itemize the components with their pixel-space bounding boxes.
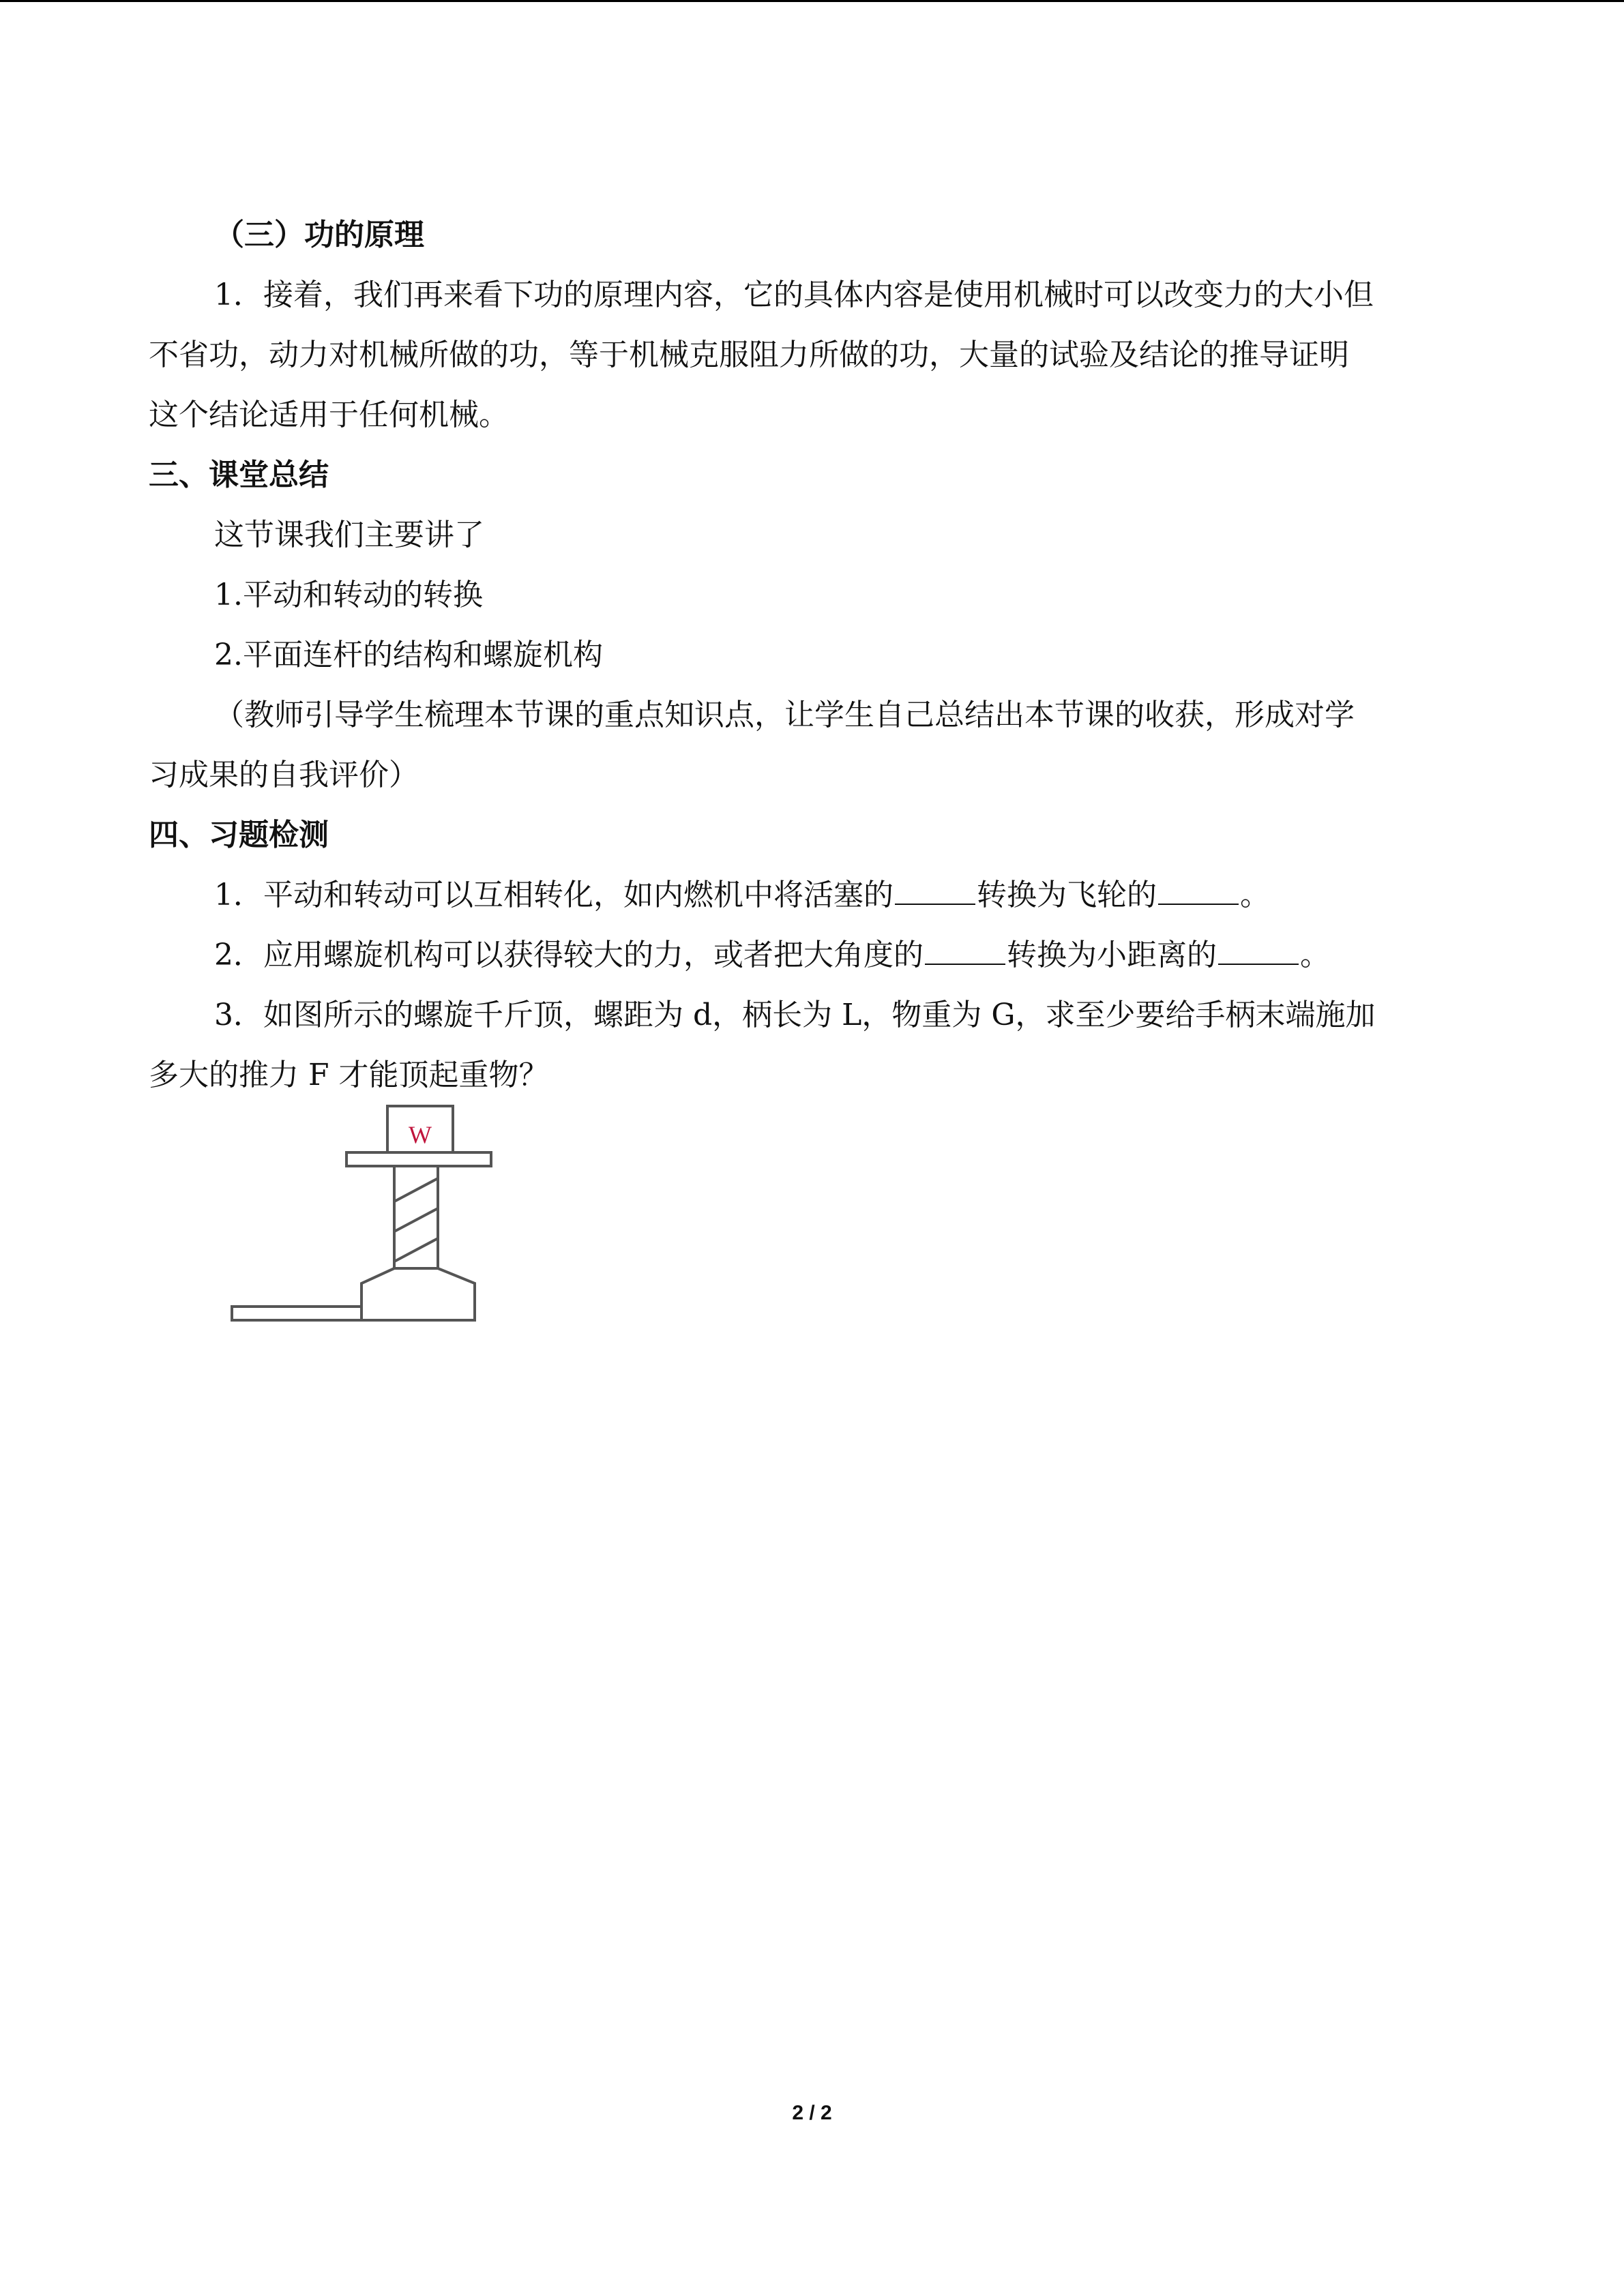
summary-note-line2: 习成果的自我评价） (149, 758, 419, 792)
question-3-line2: 多大的推力 F 才能顶起重物？ (149, 1058, 549, 1092)
page-number: 2 / 2 (792, 2102, 832, 2124)
heading-exercise: 四、习题检测 (149, 818, 329, 852)
q2-text-a: 2．应用螺旋机构可以获得较大的力，或者把大角度的 (214, 938, 924, 972)
question-2 (214, 936, 1330, 974)
q2-text-c: 。 (1300, 938, 1330, 972)
thread-line (394, 1178, 438, 1202)
screw-jack-figure (225, 1105, 512, 1357)
jack-base (361, 1268, 475, 1320)
heading-summary: 三、课堂总结 (149, 458, 329, 492)
q1-text-a: 1．平动和转动可以互相转化，如内燃机中将活塞的 (214, 878, 894, 912)
summary-item-1: 1.平动和转动的转换 (214, 578, 483, 612)
q2-blank-1[interactable] (925, 936, 1005, 965)
summary-intro: 这节课我们主要讲了 (214, 518, 484, 552)
question-1 (214, 876, 1270, 914)
q2-text-b: 转换为小距离的 (1007, 938, 1217, 972)
question-3-line1: 3．如图所示的螺旋千斤顶，螺距为 d，柄长为 L，物重为 G，求至少要给手柄末端施加 (214, 998, 1376, 1032)
thread-line (394, 1208, 438, 1232)
q2-blank-2[interactable] (1218, 936, 1299, 965)
para1-line2: 不省功，动力对机械所做的功，等于机械克服阻力所做的功，大量的试验及结论的推导证明 (149, 338, 1349, 372)
para1-line1: 1．接着，我们再来看下功的原理内容，它的具体内容是使用机械时可以改变力的大小但 (214, 278, 1374, 312)
weight-label: W (409, 1121, 432, 1148)
para1-line3: 这个结论适用于任何机械。 (149, 398, 509, 432)
q1-blank-2[interactable] (1158, 876, 1239, 905)
top-border (0, 0, 1624, 2)
q1-text-b: 转换为飞轮的 (977, 878, 1157, 912)
jack-handle (232, 1307, 361, 1320)
summary-item-2: 2.平面连杆的结构和螺旋机构 (214, 638, 603, 672)
thread-line (394, 1238, 438, 1262)
q1-text-c: 。 (1240, 878, 1270, 912)
top-plate (346, 1152, 491, 1166)
q1-blank-1[interactable] (895, 876, 975, 905)
summary-note-line1: （教师引导学生梳理本节课的重点知识点，让学生自己总结出本节课的收获，形成对学 (214, 698, 1355, 732)
section3-title: （三）功的原理 (214, 218, 424, 252)
